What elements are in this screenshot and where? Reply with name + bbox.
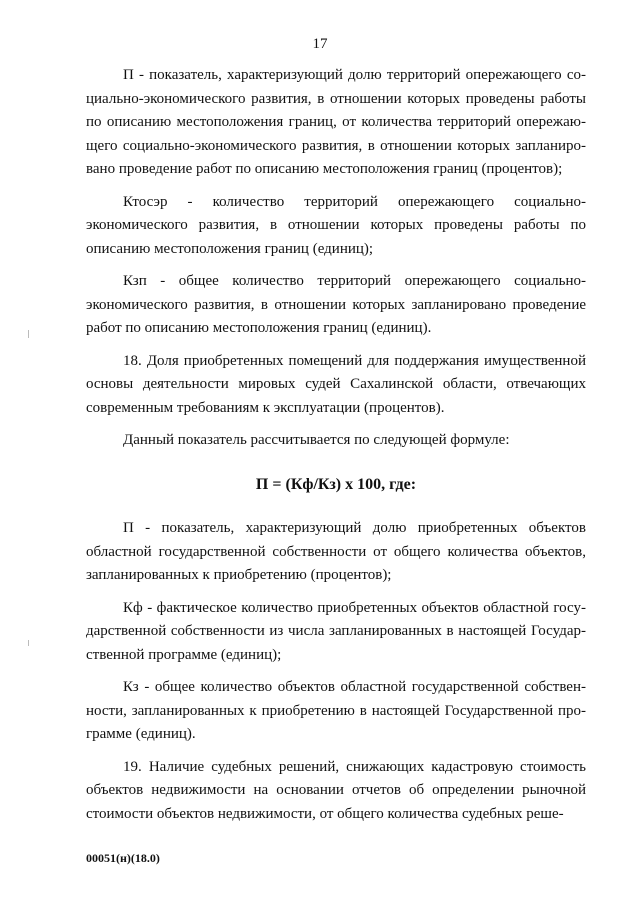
indicator-kf-definition: Кф - фактическое количество приобретенных объектов областной государственной собственности из числа запланированных в настоящей Государственной программе (единиц); — [86, 599, 586, 663]
indicator-p-definition-2: П - показатель, характеризующий долю приобретенных объектов областной государственной собственности от общего количества объектов, запланированных к приобретению (процентов); — [86, 520, 586, 583]
document-code: 00051(н)(18.0) — [86, 851, 160, 865]
scan-mark — [28, 640, 29, 646]
scan-mark — [28, 330, 29, 338]
indicator-kzp-definition: Кзп - общее количество территорий опережающего социально-экономического развития, в отношении которых запланировано проведение работ по описанию местоположения границ (единиц). — [86, 273, 586, 336]
indicator-p-definition: П - показатель, характеризующий долю территорий опережающего социально-экономического развития, в отношении которых проведены работы по описанию местоположения границ, от количества территорий опережающего социально-экономического развития, в отношении которых запланировано проведение работ по описанию местоположения границ (процентов); — [86, 67, 586, 177]
indicator-ktoser-definition: Ктосэр - количество территорий опережающего социально-экономического развития, в отношении которых проведены работы по описанию местоположения границ (единиц); — [86, 193, 586, 257]
formula-intro: Данный показатель рассчитывается по следующей формуле: — [123, 432, 510, 448]
formula: П = (Кф/Кз) х 100, где: — [255, 475, 417, 493]
document-body — [86, 64, 586, 835]
section-19-heading: 19. Наличие судебных решений, снижающих кадастровую стоимость объектов недвижимости на основании отчетов об определении рыночной стоимости объектов недвижимости, от общего количества судебных реше- — [86, 758, 586, 822]
indicator-kz-definition: Кз - общее количество объектов областной государственной собственности, запланированных к приобретению в настоящей Государственной программе (единиц). — [86, 679, 586, 742]
page-number: 17 — [312, 36, 328, 52]
section-18-heading: 18. Доля приобретенных помещений для поддержания имущественной основы деятельности мировых судей Сахалинской области, отвечающих современным требованиям к эксплуатации (процентов). — [86, 352, 586, 416]
